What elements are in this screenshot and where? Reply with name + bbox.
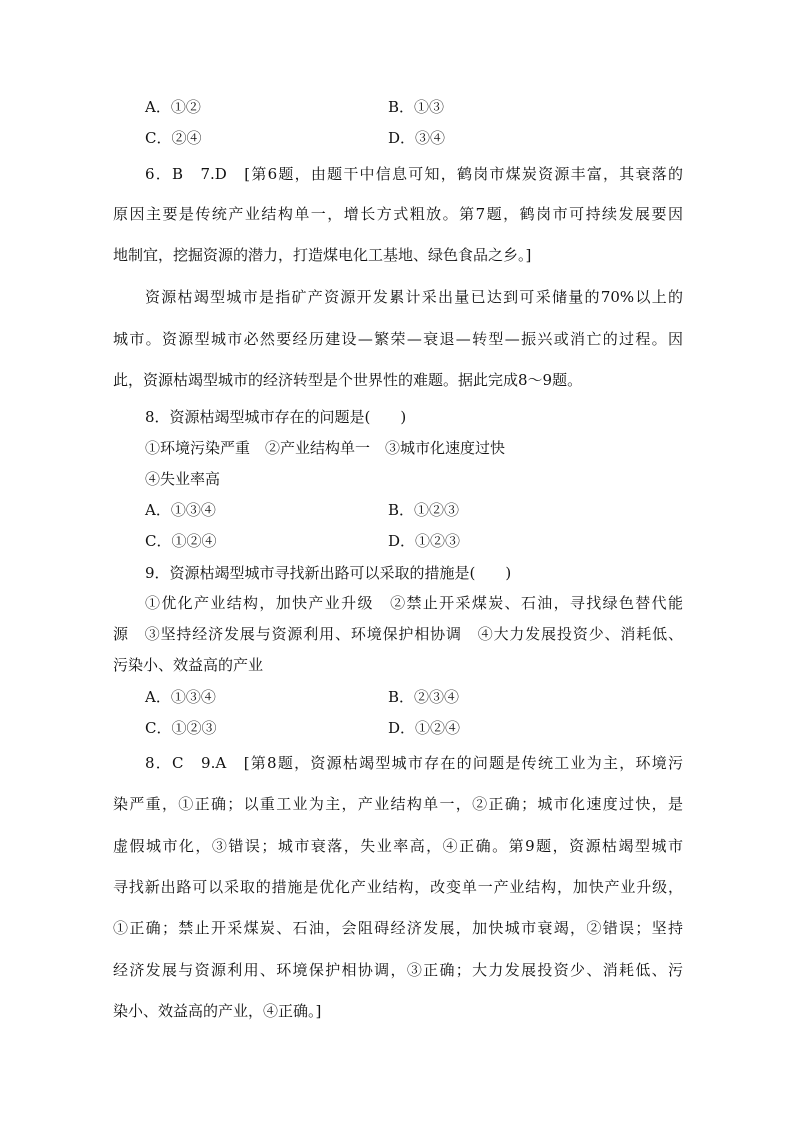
q5-option-b: B．①③ xyxy=(388,98,445,116)
answer-8-9-line5: ①正确；禁止开采煤炭、石油，会阻碍经济发展，加快城市衰竭，②错误；坚持 xyxy=(113,919,683,937)
q5-option-a: A．①② xyxy=(145,98,201,116)
answer-8-9-line4: 寻找新出路可以采取的措施是优化产业结构，改变单一产业结构，加快产业升级， xyxy=(113,878,683,896)
q8-option-c: C．①②④ xyxy=(145,532,217,550)
answer-8-9-line1: 8．C 9.A [第8题，资源枯竭型城市存在的问题是传统工业为主，环境污 xyxy=(145,754,683,772)
q9-option-b: B．②③④ xyxy=(388,688,460,706)
q9-items-line3: 污染小、效益高的产业 xyxy=(113,656,264,674)
q9-stem: 9．资源枯竭型城市寻找新出路可以采取的措施是( ) xyxy=(145,564,512,582)
passage-line1: 资源枯竭型城市是指矿产资源开发累计采出量已达到可采储量的70%以上的 xyxy=(145,288,683,306)
q5-option-c: C．②④ xyxy=(145,129,202,147)
q8-items-line2: ④失业率高 xyxy=(145,470,221,488)
answer-8-9-line2: 染严重，①正确；以重工业为主，产业结构单一，②正确；城市化速度过快，是 xyxy=(113,795,683,813)
q9-items-line2: 源 ③坚持经济发展与资源利用、环境保护相协调 ④大力发展投资少、消耗低、 xyxy=(113,625,683,643)
answer-8-9-line6: 经济发展与资源利用、环境保护相协调，③正确；大力发展投资少、消耗低、污 xyxy=(113,961,683,979)
q9-option-d: D．①②④ xyxy=(388,719,461,737)
answer-8-9-line7: 染小、效益高的产业，④正确。] xyxy=(113,1002,322,1020)
q8-option-b: B．①②③ xyxy=(388,501,460,519)
q9-option-c: C．①②③ xyxy=(145,719,217,737)
q8-option-d: D．①②③ xyxy=(388,532,461,550)
answer-6-7-line3: 地制宜，挖掘资源的潜力，打造煤电化工基地、绿色食品之乡。] xyxy=(113,246,532,264)
q8-items-line1: ①环境污染严重 ②产业结构单一 ③城市化速度过快 xyxy=(145,439,506,457)
q5-option-d: D．③④ xyxy=(388,129,446,147)
answer-8-9-line3: 虚假城市化，③错误；城市衰落，失业率高，④正确。第9题，资源枯竭型城市 xyxy=(113,837,683,855)
passage-line3: 此，资源枯竭型城市的经济转型是个世界性的难题。据此完成8～9题。 xyxy=(113,371,583,389)
passage-line2: 城市。资源型城市必然要经历建设—繁荣—衰退—转型—振兴或消亡的过程。因 xyxy=(113,330,683,348)
q8-stem: 8．资源枯竭型城市存在的问题是( ) xyxy=(145,408,407,426)
q9-option-a: A．①③④ xyxy=(145,688,216,706)
q8-option-a: A．①③④ xyxy=(145,501,216,519)
answer-6-7-line1: 6．B 7.D [第6题，由题干中信息可知，鹤岗市煤炭资源丰富，其衰落的 xyxy=(145,165,683,183)
q9-items-line1: ①优化产业结构，加快产业升级 ②禁止开采煤炭、石油，寻找绿色替代能 xyxy=(145,594,683,612)
answer-6-7-line2: 原因主要是传统产业结构单一，增长方式粗放。第7题，鹤岗市可持续发展要因 xyxy=(113,205,683,223)
